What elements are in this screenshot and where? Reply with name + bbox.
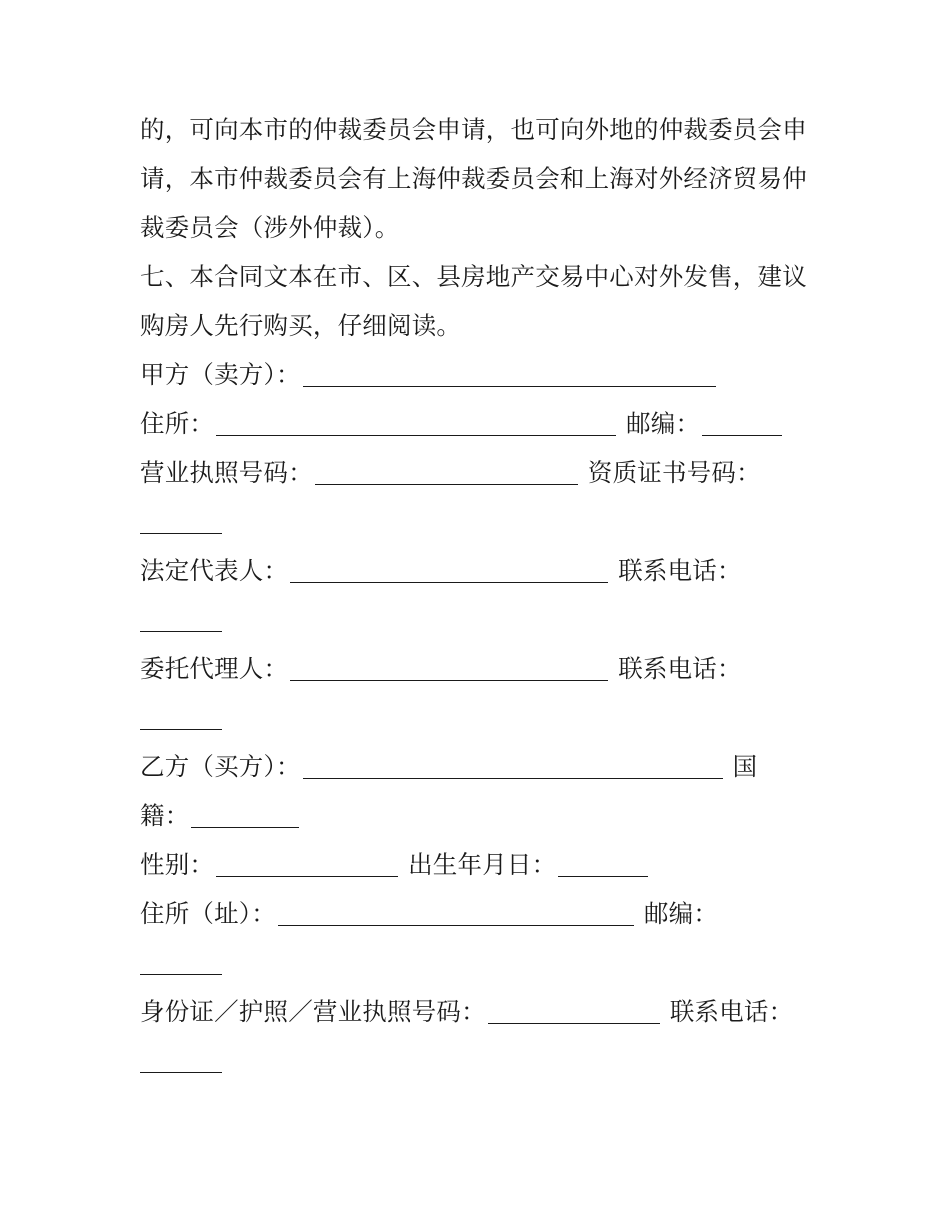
buyer-postcode-blank[interactable]: [140, 938, 222, 987]
buyer-id-label: 身份证／护照／营业执照号码：: [140, 997, 486, 1026]
buyer-postcode-blank-row: [140, 938, 820, 987]
buyer-name-blank[interactable]: [303, 742, 723, 791]
qualification-cert-blank[interactable]: [140, 497, 222, 546]
gender-label: 性别：: [140, 850, 215, 879]
buyer-address-blank[interactable]: [278, 889, 634, 938]
buyer-postcode-label: 邮编：: [643, 899, 719, 928]
gender-birth-row: [140, 840, 820, 889]
buyer-phone-blank-row: [140, 1036, 820, 1085]
seller-postcode-label: 邮编：: [626, 409, 701, 438]
paragraph-line: 裁委员会（涉外仲裁）。: [140, 213, 400, 242]
seller-address-label: 住所：: [140, 409, 215, 438]
seller-address-blank[interactable]: [216, 399, 616, 448]
agent-phone-blank-row: [140, 693, 820, 742]
legal-rep-blank[interactable]: [290, 546, 608, 595]
legal-rep-label: 法定代表人：: [140, 556, 289, 585]
clause-seven-line: 七、本合同文本在市、区、县房地产交易中心对外发售，建议: [140, 262, 807, 291]
document-body: [140, 105, 820, 1085]
nationality-blank[interactable]: [191, 791, 299, 840]
qualification-blank-row: [140, 497, 820, 546]
buyer-address-label: 住所（址）：: [140, 899, 276, 928]
buyer-phone-label: 联系电话：: [669, 997, 794, 1026]
seller-postcode-blank[interactable]: [702, 399, 782, 448]
agent-label: 委托代理人：: [140, 654, 289, 683]
buyer-phone-blank[interactable]: [140, 1036, 222, 1085]
buyer-label: 乙方（买方）：: [140, 752, 301, 781]
legal-rep-phone-label: 联系电话：: [618, 556, 742, 585]
paragraph-line: 请，本市仲裁委员会有上海仲裁委员会和上海对外经济贸易仲: [140, 164, 807, 193]
seller-address-row: [140, 399, 820, 448]
paragraph-line: 的，可向本市的仲裁委员会申请，也可向外地的仲裁委员会申: [140, 115, 807, 144]
legal-rep-phone-blank-row: [140, 595, 820, 644]
legal-rep-phone-blank[interactable]: [140, 595, 222, 644]
buyer-address-row: [140, 889, 820, 938]
buyer-id-row: [140, 987, 820, 1036]
birthdate-label: 出生年月日：: [408, 850, 557, 879]
legal-rep-row: [140, 546, 820, 595]
agent-row: [140, 644, 820, 693]
seller-row: [140, 350, 820, 399]
agent-phone-label: 联系电话：: [618, 654, 742, 683]
buyer-id-blank[interactable]: [488, 987, 660, 1036]
clause-seven-line: 购房人先行购买，仔细阅读。: [140, 311, 462, 340]
birthdate-blank[interactable]: [558, 840, 648, 889]
seller-name-blank[interactable]: [303, 350, 716, 399]
agent-blank[interactable]: [290, 644, 608, 693]
agent-phone-blank[interactable]: [140, 693, 222, 742]
gender-blank[interactable]: [216, 840, 398, 889]
nationality-label-part1: 国: [732, 752, 758, 781]
business-license-label: 营业执照号码：: [140, 458, 313, 487]
seller-label: 甲方（卖方）：: [140, 360, 301, 389]
buyer-row: [140, 742, 820, 791]
seller-license-row: [140, 448, 820, 497]
nationality-row: [140, 791, 820, 840]
nationality-label-part2: 籍：: [140, 801, 190, 830]
business-license-blank[interactable]: [315, 448, 578, 497]
qualification-cert-label: 资质证书号码：: [587, 458, 761, 487]
